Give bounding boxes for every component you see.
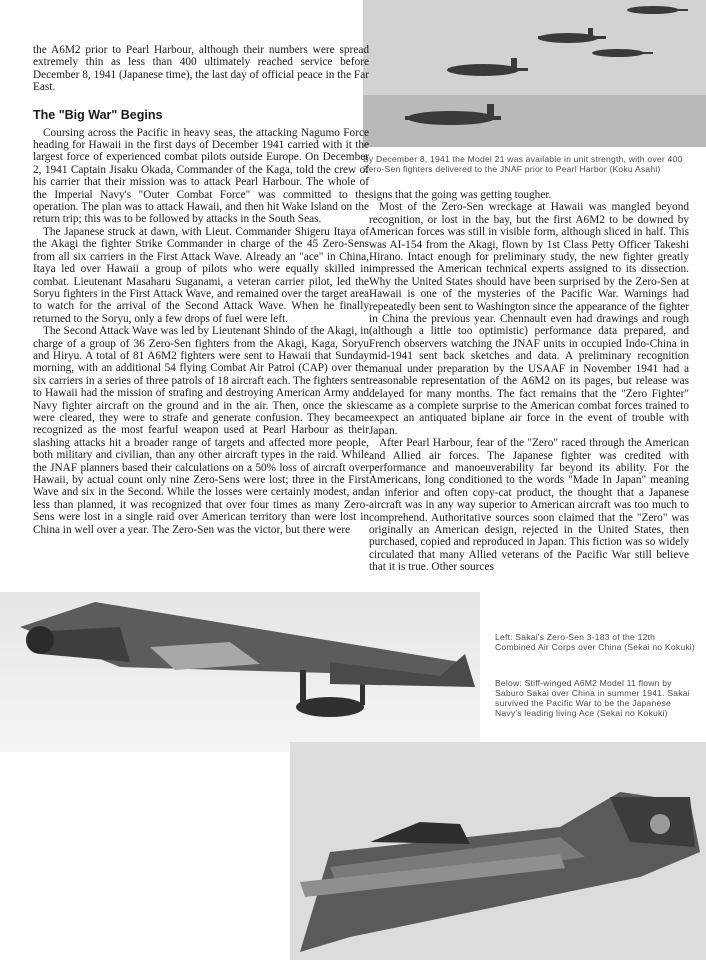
formation-photo bbox=[363, 0, 706, 147]
right-text-column bbox=[369, 189, 689, 574]
paragraph: The Japanese struck at dawn, with Lieut. Commander Shigeru Itaya of the Akagi the fighter Strike Commander in charge of the 45 Zero-Sens from all six carriers in the First Attack Wave. Already an "ace" in China, Itaya led over Hawaii a group of pilots who were equally skilled in combat. Lieutenant Masaharu Suganami, a veteran carrier pilot, led the Soryu fighters in the First Attack Wave, and remained over the target area to watch for the arrival of the Second Attack Wave. When he finally returned to the Soryu, only a few drops of fuel were left. bbox=[33, 225, 369, 325]
aircraft-zero-3-183 bbox=[0, 592, 480, 752]
opening-paragraph: the A6M2 prior to Pearl Harbour, although their numbers were spread extremely thin as less than 400 ultimately reached service before December 8, 1941 (Japanese time), the last day of official peace in the Far East. bbox=[33, 44, 369, 94]
paragraph: Most of the Zero-Sen wreckage at Hawaii was mangled beyond recognition, or lost in the bay, but the first A6M2 to be downed by American forces was still in visible form, although sliced in half. This was AI-154 from the Akagi, flown by 1st Class Petty Officer Takeshi Hirano. Intact enough for preliminary study, the new fighter greatly impressed the American technical experts assigned to its dissection. Why the United States should have been surprised by the Zero-Sen at Hawaii is one of the mysteries of the Pacific War. Warnings had repeatedly been sent to Washington since the appearance of the fighter in China the previous year. Chennault even had drawings and rough (although a little too optimistic) performance data prepared, and French observers watching the JNAF units in occupied Indo-China in mid-1941 sent back sketches and data. A preliminary recognition manual under preparation by the USAAF in November 1941 had a reasonable representation of the A6M2 on its pages, but release was delayed for many months. The fact remains that the "Zero Fighter" came as a complete surprise to the American combat forces trained to expect an antiquated biplane air force in the event of trouble with Japan. bbox=[369, 201, 689, 437]
paragraph: signs that the going was getting tougher. bbox=[369, 189, 552, 201]
aircraft-a6m2-model-11 bbox=[290, 742, 706, 960]
paragraph: The Second Attack Wave was led by Lieutenant Shindo of the Akagi, in charge of a group of 36 Zero-Sen fighters from the Akagi, Kaga, Soryu and Hiryu. A total of 81 A6M2 fighters were sent to Hawaii that Sunday morning, with an additional 54 flying Combat Air Patrol (CAP) over the six carriers in a series of three patrols of 18 aircraft each. The fighters sent to Hawaii had the mission of strafing and destroying American Army and Navy fighter aircraft on the ground and in the air. Then, once the skies were cleared, they were to strafe and generate confusion. They became recognized as the most fearful weapon used at Pearl Harbour as their slashing attacks hit a broader range of targets and affected more people, both military and civilian, than any other aircraft types in the raid. While the JNAF planners based their calculations on a 50% loss of aircraft over Hawaii, by actual count only nine Zero-Sens were lost; three in the First Wave and six in the Second. While the losses were certainly modest, and less than planned, it was recognized that over four times as many Zero-Sens were lost in a single raid over American territory than were lost in China in well over a year. The Zero-Sen was the victor, but there were bbox=[33, 325, 369, 536]
paragraph: After Pearl Harbour, fear of the "Zero" raced through the American and Allied air forces. The Japanese fighter was credited with performance and manoeuverability far beyond its ability. For the Americans, long conditioned to the words "Made In Japan" meaning an inferior and often copy-cat product, the thought that a Japanese aircraft was in any way superior to American aircraft was too much to comprehend. Authoritative sources soon claimed that the "Zero" was originally an American design, rejected in the United States, then purchased, copied and reproduced in Japan. This fiction was so widely circulated that many Allied veterans of the Pacific War still believe that it is true. Other sources bbox=[369, 437, 689, 574]
zero-formation-illustration bbox=[363, 0, 706, 147]
paragraph: Coursing across the Pacific in heavy seas, the attacking Nagumo Force heading for Hawaii in the first days of December 1941 carried with it the largest force of experienced combat pilots outside Europe. On December 2, 1941 Captain Jisaku Okada, Commander of the Kaga, told the crew of his carrier that their mission was to attack Pearl Harbour. The whole of the Imperial Navy's "Outer Combat Force" was committed to the operation. The plan was to attack Hawaii, and then hit Wake Island on the return trip; this was to be followed by attacks in the South Seas. bbox=[33, 126, 369, 226]
caption-left-photo: Left: Sakai's Zero-Sen 3-183 of the 12th Combined Air Corps over China (Sekai no Kokuki) bbox=[495, 632, 695, 652]
caption-below-photo: Below: Stiff-winged A6M2 Model 11 flown by Saburo Sakai over China in summer 1941. Sakai survived the Pacific War to be the Japanese Navy's leading living Ace (Sekai no Kokuki) bbox=[495, 678, 690, 718]
caption-formation: By December 8, 1941 the Model 21 was available in unit strength, with over 400 Zero-Sen fighters delivered to the JNAF prior to Pearl Harbor (Koku Asahi) bbox=[363, 154, 683, 174]
section-heading: The "Big War" Begins bbox=[33, 107, 163, 122]
left-text-column bbox=[33, 44, 369, 536]
